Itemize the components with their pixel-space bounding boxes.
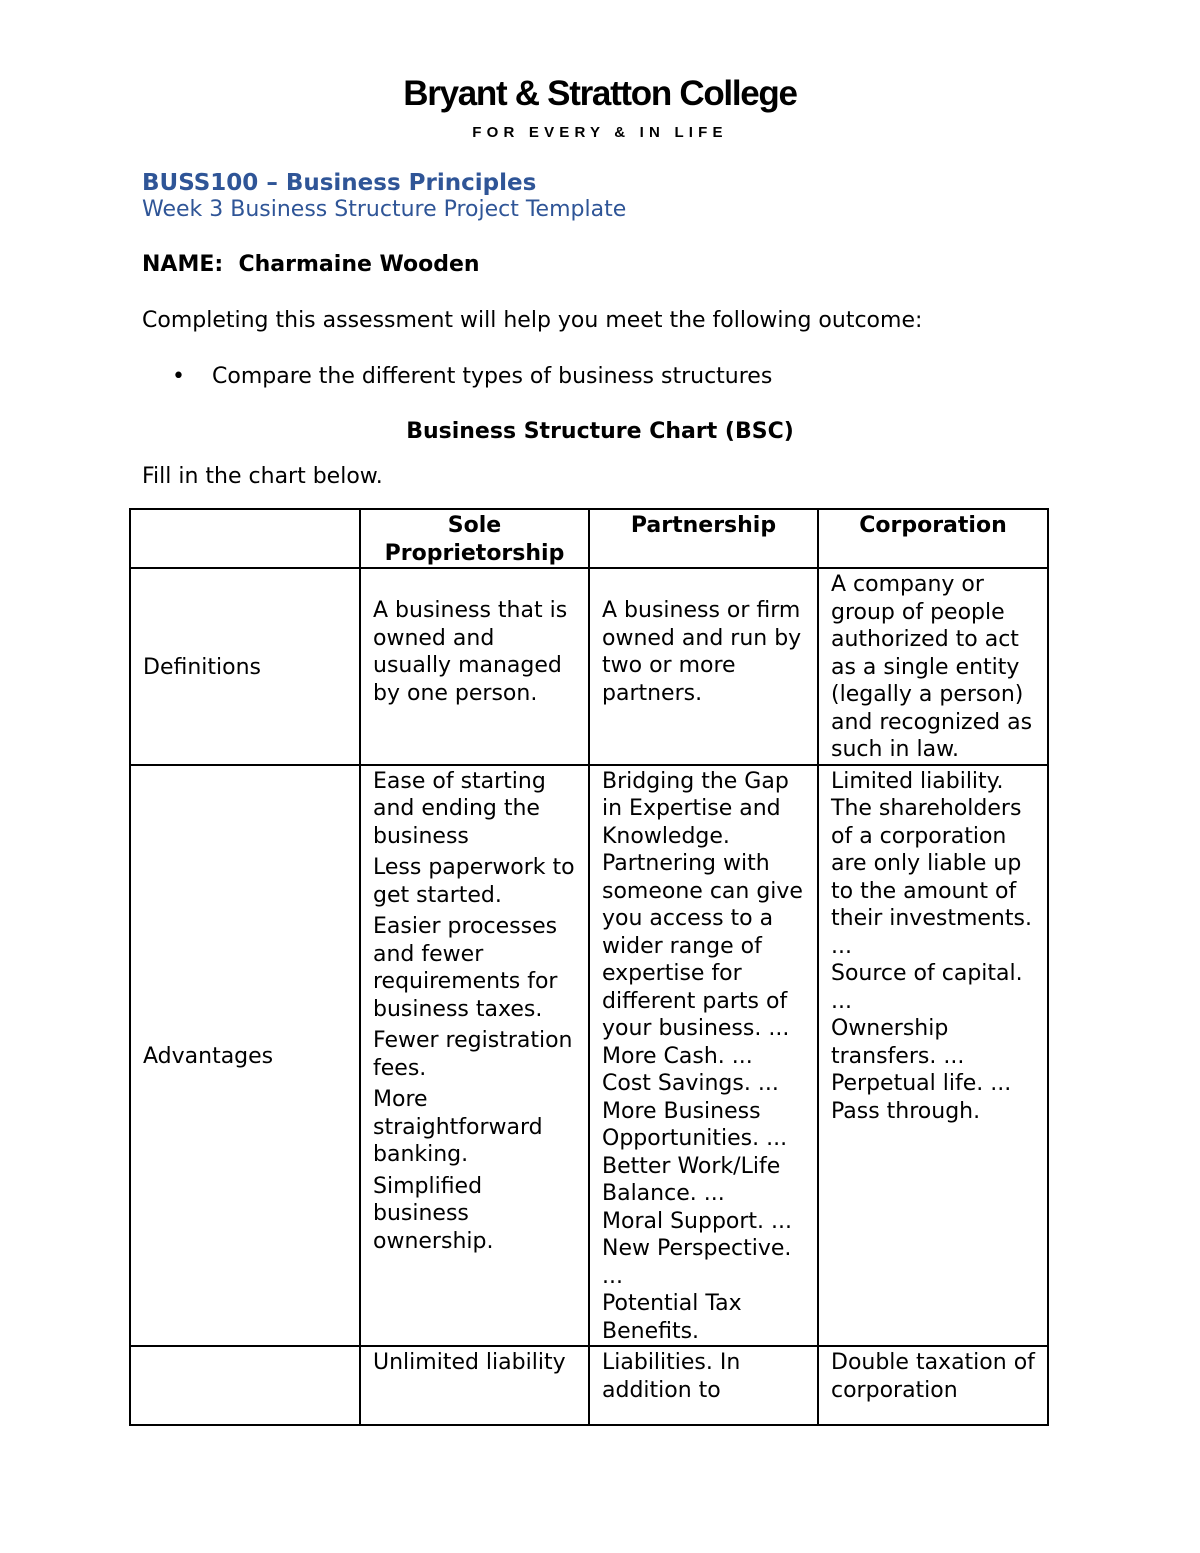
- student-name: Charmaine Wooden: [238, 252, 480, 277]
- list-item: Limited liability.: [831, 768, 1004, 794]
- header-cell-corporation: [818, 509, 1048, 568]
- disadvantages-partnership: Liabilities. In addition to: [589, 1346, 818, 1425]
- list-item: More Cash. ...: [602, 1043, 753, 1069]
- outcome-text: Compare the different types of business structures: [212, 364, 773, 389]
- college-tagline: FOR EVERY & IN LIFE: [472, 124, 728, 141]
- chart-title: Business Structure Chart (BSC): [406, 419, 794, 444]
- list-item: Moral Support. ...: [602, 1208, 793, 1234]
- disadvantages-corporation: Double taxation of corporation: [818, 1346, 1048, 1425]
- list-item: Partnering with someone can give you access to a wider range of expertise for different parts of your business. ...: [602, 851, 803, 1041]
- table-header-row: [130, 509, 1048, 568]
- header-cell-sole: [360, 509, 589, 568]
- advantages-sole: [360, 765, 589, 1347]
- list-item: The shareholders of a corporation are only liable up to the amount of their investments. ...: [831, 796, 1032, 959]
- student-name-line: [142, 252, 480, 277]
- name-label: NAME:: [142, 252, 224, 277]
- advantages-partnership: [589, 765, 818, 1347]
- list-item: Bridging the Gap in Expertise and Knowledge.: [602, 768, 789, 849]
- row-label-definitions: Definitions: [130, 568, 360, 765]
- disadvantages-sole: Unlimited liability: [360, 1346, 589, 1425]
- list-item: Ease of starting and ending the business: [373, 768, 546, 849]
- list-item: Ownership transfers. ...: [831, 1016, 965, 1069]
- list-item: Cost Savings. ...: [602, 1071, 779, 1096]
- intro-text: Completing this assessment will help you meet the following outcome:: [142, 308, 923, 333]
- header-cell-partnership: [589, 509, 818, 568]
- advantages-corporation: [818, 765, 1048, 1347]
- column-heading: Sole Proprietorship: [384, 513, 565, 566]
- list-item: Less paperwork to get started.: [373, 855, 575, 908]
- list-item: Pass through.: [831, 1098, 981, 1124]
- table-row-advantages: [130, 765, 1048, 1347]
- row-label-disadvantages: [130, 1346, 360, 1425]
- college-logo-name: Bryant & Stratton College: [403, 74, 797, 113]
- list-item: Simplified business ownership.: [373, 1173, 494, 1254]
- list-item: Easier processes and fewer requirements for business taxes.: [373, 914, 558, 1022]
- list-item: Fewer registration fees.: [373, 1028, 573, 1081]
- list-item: More Business Opportunities. ...: [602, 1098, 788, 1151]
- bullet-icon: •: [172, 364, 185, 389]
- list-item: Source of capital. ...: [831, 961, 1023, 1014]
- template-title: Week 3 Business Structure Project Template: [142, 197, 627, 222]
- column-heading: Partnership: [630, 513, 777, 538]
- list-item: Perpetual life. ...: [831, 1071, 1012, 1096]
- definition-partnership: A business or firm owned and run by two or more partners.: [589, 568, 818, 765]
- table-row-disadvantages: [130, 1346, 1048, 1425]
- list-item: Better Work/Life Balance. ...: [602, 1153, 781, 1206]
- row-label-advantages: Advantages: [130, 765, 360, 1347]
- course-title: BUSS100 – Business Principles: [142, 170, 537, 196]
- list-item: More straightforward banking.: [373, 1087, 543, 1167]
- list-item: Potential Tax Benefits.: [602, 1291, 742, 1344]
- table-row-definitions: [130, 568, 1048, 765]
- column-heading: Corporation: [859, 513, 1007, 538]
- list-item: New Perspective. ...: [602, 1236, 792, 1289]
- definition-sole: A business that is owned and usually managed by one person.: [360, 568, 589, 765]
- header-cell-empty: [130, 509, 360, 568]
- definition-corporation: A company or group of people authorized to act as a single entity (legally a person) and recognized as such in law.: [818, 568, 1048, 765]
- business-structure-chart: [129, 508, 1049, 1426]
- chart-instruction: Fill in the chart below.: [142, 464, 383, 489]
- outcome-list-item: [172, 364, 772, 389]
